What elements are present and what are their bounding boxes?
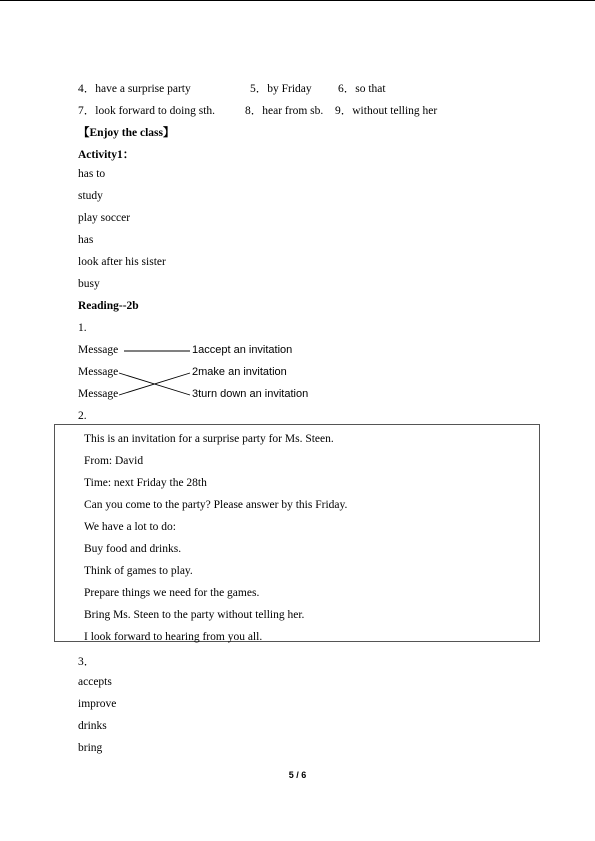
activity1-title: Activity1： (78, 149, 135, 161)
reading-title: Reading--2b (78, 300, 139, 312)
activity1-answer: play soccer (78, 212, 131, 224)
matching-right-option: 2make an invitation (192, 366, 287, 378)
section-heading: 【Enjoy the class】 (78, 127, 175, 139)
activity1-answer: busy (78, 278, 100, 290)
question-3-answer: improve (78, 698, 117, 710)
activity1-answer: study (78, 190, 103, 202)
invitation-line: Time: next Friday the 28th (84, 477, 207, 489)
invitation-line: I look forward to hearing from you all. (84, 631, 263, 643)
matching-left-item: Message (78, 388, 119, 400)
question-1-label: 1. (78, 322, 87, 334)
invitation-line: Prepare things we need for the games. (84, 587, 260, 599)
matching-right-option: 1accept an invitation (192, 344, 293, 356)
phrase-5: 5．by Friday (250, 83, 312, 95)
invitation-line: From: David (84, 455, 144, 467)
invitation-line: This is an invitation for a surprise party for Ms. Steen. (84, 433, 334, 445)
matching-right-option: 3turn down an invitation (192, 388, 309, 400)
matching-left-item: Message (78, 344, 119, 356)
invitation-line: Can you come to the party? Please answer by this Friday. (84, 499, 348, 511)
question-2-label: 2. (78, 410, 87, 422)
phrase-8: 8．hear from sb. (245, 105, 324, 117)
phrase-4: 4．have a surprise party (78, 83, 191, 95)
invitation-line: We have a lot to do: (84, 521, 177, 533)
question-3-answer: bring (78, 742, 103, 754)
activity1-answer: has (78, 234, 94, 246)
question-3-label: 3． (78, 656, 96, 668)
invitation-line: Buy food and drinks. (84, 543, 182, 555)
phrase-6: 6．so that (338, 83, 386, 95)
invitation-line: Bring Ms. Steen to the party without telling her. (84, 609, 305, 621)
activity1-answer: look after his sister (78, 256, 166, 268)
question-3-answer: accepts (78, 676, 112, 688)
page-number: 5 / 6 (288, 770, 307, 780)
matching-left-item: Message (78, 366, 119, 378)
invitation-box (54, 424, 540, 642)
question-3-answer: drinks (78, 720, 107, 732)
phrase-7: 7．look forward to doing sth. (78, 105, 216, 117)
activity1-answer: has to (78, 168, 106, 180)
invitation-line: Think of games to play. (84, 565, 193, 577)
phrase-9: 9．without telling her (335, 105, 438, 117)
